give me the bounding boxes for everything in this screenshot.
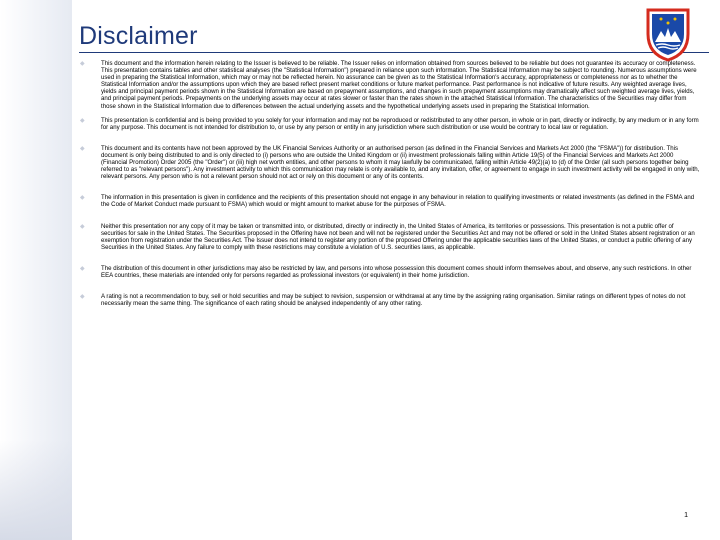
paragraph-text: This presentation is confidential and is being provided to you solely for your information and may not be reproduced or redistributed to any other person, in whole or in part, directly or indirectly, by any medium or in any form for any purpose. This document is not intended for distribution to, or use by any person or entity in any jurisdiction where such distribution or use would be contrary to local law or regulation.: [101, 116, 699, 131]
disclaimer-paragraph-6: [80, 265, 700, 279]
disclaimer-paragraph-2: [80, 117, 700, 131]
paragraph-text: This document and the information herein relating to the Issuer is believed to be reliable. The Issuer relies on information obtained from sources believed to be reliable but does not guarantee its accuracy or completeness. This presentation contains tables and other statistical analyses (the "Statistical Information") prepared in reliance upon such information. The Statistical Information may be subject to rounding. Numerous assumptions were used in preparing the Statistical Information, which may or may not be reflected herein. No assurance can be given as to the Statistical Information's accuracy, appropriateness or completeness nor as to whether the Statistical Information and/or the assumptions upon which they are based reflect present market conditions or future market performance. Past performance is not indicative of future results. Any weighted average lives, yields and principal payment periods shown in the Statistical Information are based on prepayment assumptions, and changes in such prepayment assumptions may dramatically affect such weighted average lives, yields, and principal payment periods. Prepayments on the underlying assets may occur at rates slower or faster than the rates shown in the attached Statistical Information. The characteristics of the Securities may differ from those shown in the Statistical Information due to differences between the actual underlying assets and the hypothetical underlying assets used in preparing the Statistical Information.: [101, 60, 697, 110]
bullet-icon: ◆: [80, 117, 85, 124]
page-number: 1: [684, 512, 688, 519]
disclaimer-paragraph-7: [80, 293, 700, 307]
bullet-icon: ◆: [80, 294, 85, 301]
coat-of-arms-icon: [646, 8, 690, 62]
bullet-icon: ◆: [80, 145, 85, 152]
disclaimer-paragraph-5: [80, 223, 700, 251]
disclaimer-body: [80, 60, 700, 307]
paragraph-text: This document and its contents have not been approved by the UK Financial Services Authority or an authorised person (as defined in the Financial Services and Markets Act 2000 (the "FSMA")) for distribution. This document is only being distributed to and is only directed to (i) persons who are outside the United Kingdom or (ii) investment professionals falling within Article 19(5) of the Financial Services and Markets Act 2000 (Financial Promotion) Order 2005 (the "Order") or (iii) high net worth entities, and other persons to whom it may lawfully be communicated, falling within Article 49(2)(a) to (d) of the Order (all such persons together being referred to as "relevant persons"). Any investment activity to which this communication may relate is only available to, and any invitation, offer, or agreement to engage in such investment activity will be engaged in only with, relevant persons. Any person who is not a relevant person should not act or rely on this document or any of its contents.: [101, 144, 700, 181]
bullet-icon: ◆: [80, 265, 85, 272]
paragraph-text: A rating is not a recommendation to buy, sell or hold securities and may be subject to revision, suspension or withdrawal at any time by the assigning rating organisation. Similar ratings on different types of notes do not necessarily mean the same thing. The significance of each rating should be analysed independently of any other rating.: [101, 293, 686, 308]
left-decorative-bar-shade: [0, 440, 72, 540]
disclaimer-paragraph-3: [80, 145, 700, 180]
page-title: Disclaimer: [79, 22, 198, 50]
paragraph-text: The distribution of this document in other jurisdictions may also be restricted by law, and persons into whose possession this document comes should inform themselves about, and observe, any such restrictions. In other EEA countries, these materials are intended only for persons regarded as professional investors (or equivalent) in their home jurisdiction.: [101, 264, 692, 279]
bullet-icon: ◆: [80, 61, 85, 67]
bullet-icon: ◆: [80, 195, 85, 202]
disclaimer-paragraph-1: [80, 60, 700, 110]
paragraph-text: Neither this presentation nor any copy of it may be taken or transmitted into, or distributed, directly or indirectly in, the United States of America, its territories or possessions. This presentation is not a public offer of securities for sale in the United States. The Securities proposed in the Offering have not been and will not be registered under the Securities Act and may not be offered or sold in the United States absent registration or an exemption from registration under the Securities Act. The Issuer does not intend to register any portion of the proposed Offering under the applicable securities laws of the United States, or conduct a public offering of any Securities in the United States. Any failure to comply with these restrictions may constitute a violation of U.S. securities laws, as applicable.: [101, 222, 695, 251]
paragraph-text: The information in this presentation is given in confidence and the recipients of this presentation should not engage in any behaviour in relation to qualifying investments or related investments (as defined in the FSMA and the Code of Market Conduct made pursuant to FSMA) which would or might amount to market abuse for the purposes of FSMA.: [101, 194, 695, 209]
title-underline: [79, 52, 709, 53]
bullet-icon: ◆: [80, 223, 85, 230]
disclaimer-paragraph-4: [80, 194, 700, 208]
